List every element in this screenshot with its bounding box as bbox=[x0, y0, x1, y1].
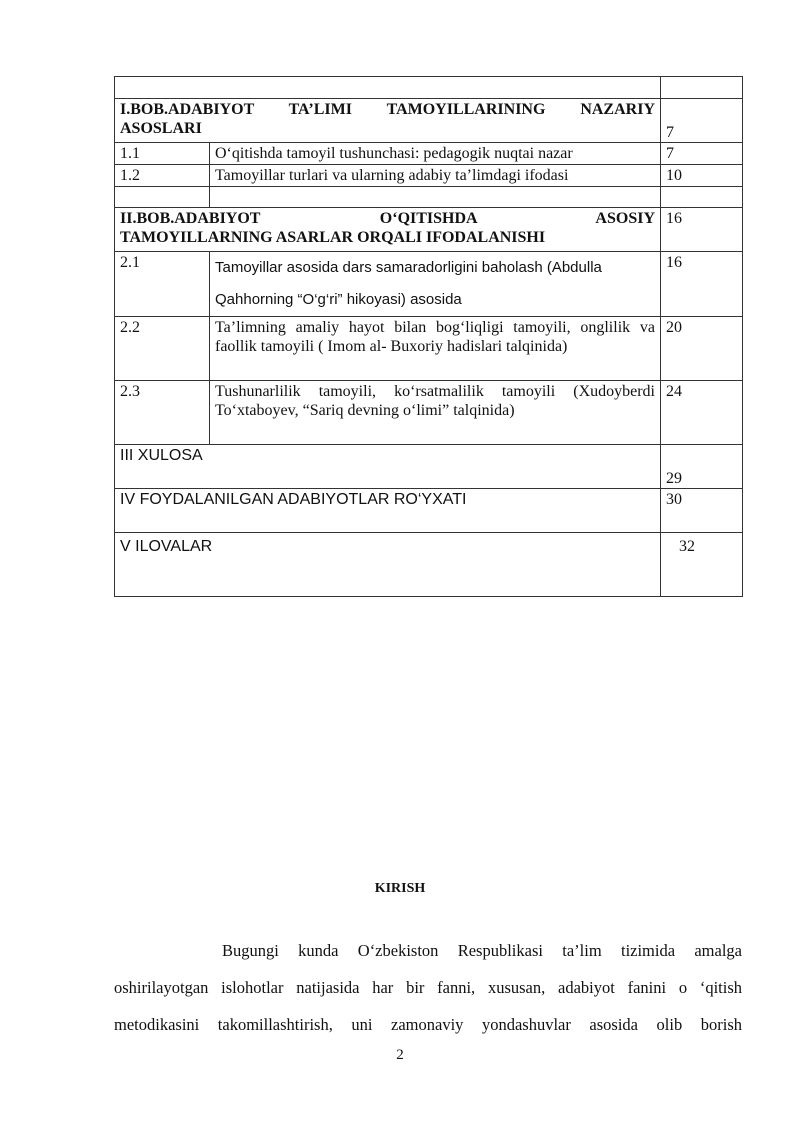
section-number: 2.3 bbox=[115, 381, 210, 445]
section-title: Tushunarlilik tamoyili, ko‘rsatmalilik tamoyili (Xudoyberdi To‘xtaboyev, “Sariq devning o‘limi” talqinida) bbox=[210, 381, 661, 445]
toc-row-chapter-1 bbox=[115, 99, 743, 143]
chapter-1-page: 7 bbox=[661, 99, 743, 143]
section-title: Tamoyillar asosida dars samaradorligini baholash (Abdulla Qahhorning “O‘g‘ri” hikoyasi) asosida bbox=[210, 252, 661, 317]
conclusion-page: 29 bbox=[661, 445, 743, 489]
section-title: O‘qitishda tamoyil tushunchasi: pedagogik nuqtai nazar bbox=[210, 143, 661, 165]
toc-row-2-1 bbox=[115, 252, 743, 317]
paragraph-line: metodikasini takomillashtirish, uni zamonaviy yondashuvlar asosida olib borish bbox=[114, 1015, 742, 1034]
table-of-contents bbox=[114, 76, 743, 597]
section-page: 24 bbox=[661, 381, 743, 445]
appendices-page: 32 bbox=[661, 533, 743, 597]
toc-row-xulosa bbox=[115, 445, 743, 489]
section-page: 7 bbox=[661, 143, 743, 165]
toc-row-1-2 bbox=[115, 165, 743, 187]
section-number: 1.1 bbox=[115, 143, 210, 165]
toc-row-chapter-2 bbox=[115, 208, 743, 252]
toc-row-ilovalar bbox=[115, 533, 743, 597]
chapter-2-title: II.BOB.ADABIYOT O‘QITISHDA ASOSIY TAMOYILLARNING ASARLAR ORQALI IFODALANISHI bbox=[115, 208, 661, 252]
toc-row-spacer bbox=[115, 187, 743, 208]
appendices-title: V ILOVALAR bbox=[115, 533, 661, 597]
toc-row-empty bbox=[115, 77, 743, 99]
intro-paragraph bbox=[114, 932, 742, 1043]
references-title: IV FOYDALANILGAN ADABIYOTLAR RO‘YXATI bbox=[115, 489, 661, 533]
toc-row-2-3 bbox=[115, 381, 743, 445]
section-title: Ta’limning amaliy hayot bilan bog‘liqligi tamoyili, onglilik va faollik tamoyili ( Imom al- Buxoriy hadislari talqinida) bbox=[210, 317, 661, 381]
references-page: 30 bbox=[661, 489, 743, 533]
section-number: 1.2 bbox=[115, 165, 210, 187]
section-title: Tamoyillar turlari va ularning adabiy ta’limdagi ifodasi bbox=[210, 165, 661, 187]
toc-row-2-2 bbox=[115, 317, 743, 381]
paragraph-line: Bugungi kunda O‘zbekiston Respublikasi ta’lim tizimida amalga bbox=[222, 941, 742, 960]
toc-row-adabiyotlar bbox=[115, 489, 743, 533]
page-number: 2 bbox=[396, 1047, 404, 1063]
toc-row-1-1 bbox=[115, 143, 743, 165]
conclusion-title: III XULOSA bbox=[115, 445, 661, 489]
chapter-2-page: 16 bbox=[661, 208, 743, 252]
section-heading: KIRISH bbox=[374, 881, 426, 896]
section-page: 20 bbox=[661, 317, 743, 381]
section-page: 16 bbox=[661, 252, 743, 317]
chapter-1-title: I.BOB.ADABIYOT TA’LIMI TAMOYILLARINING NAZARIY ASOSLARI bbox=[115, 99, 661, 143]
section-page: 10 bbox=[661, 165, 743, 187]
section-number: 2.1 bbox=[115, 252, 210, 317]
section-number: 2.2 bbox=[115, 317, 210, 381]
paragraph-line: oshirilayotgan islohotlar natijasida har bir fanni, xususan, adabiyot fanini o ‘qitish bbox=[114, 978, 742, 997]
